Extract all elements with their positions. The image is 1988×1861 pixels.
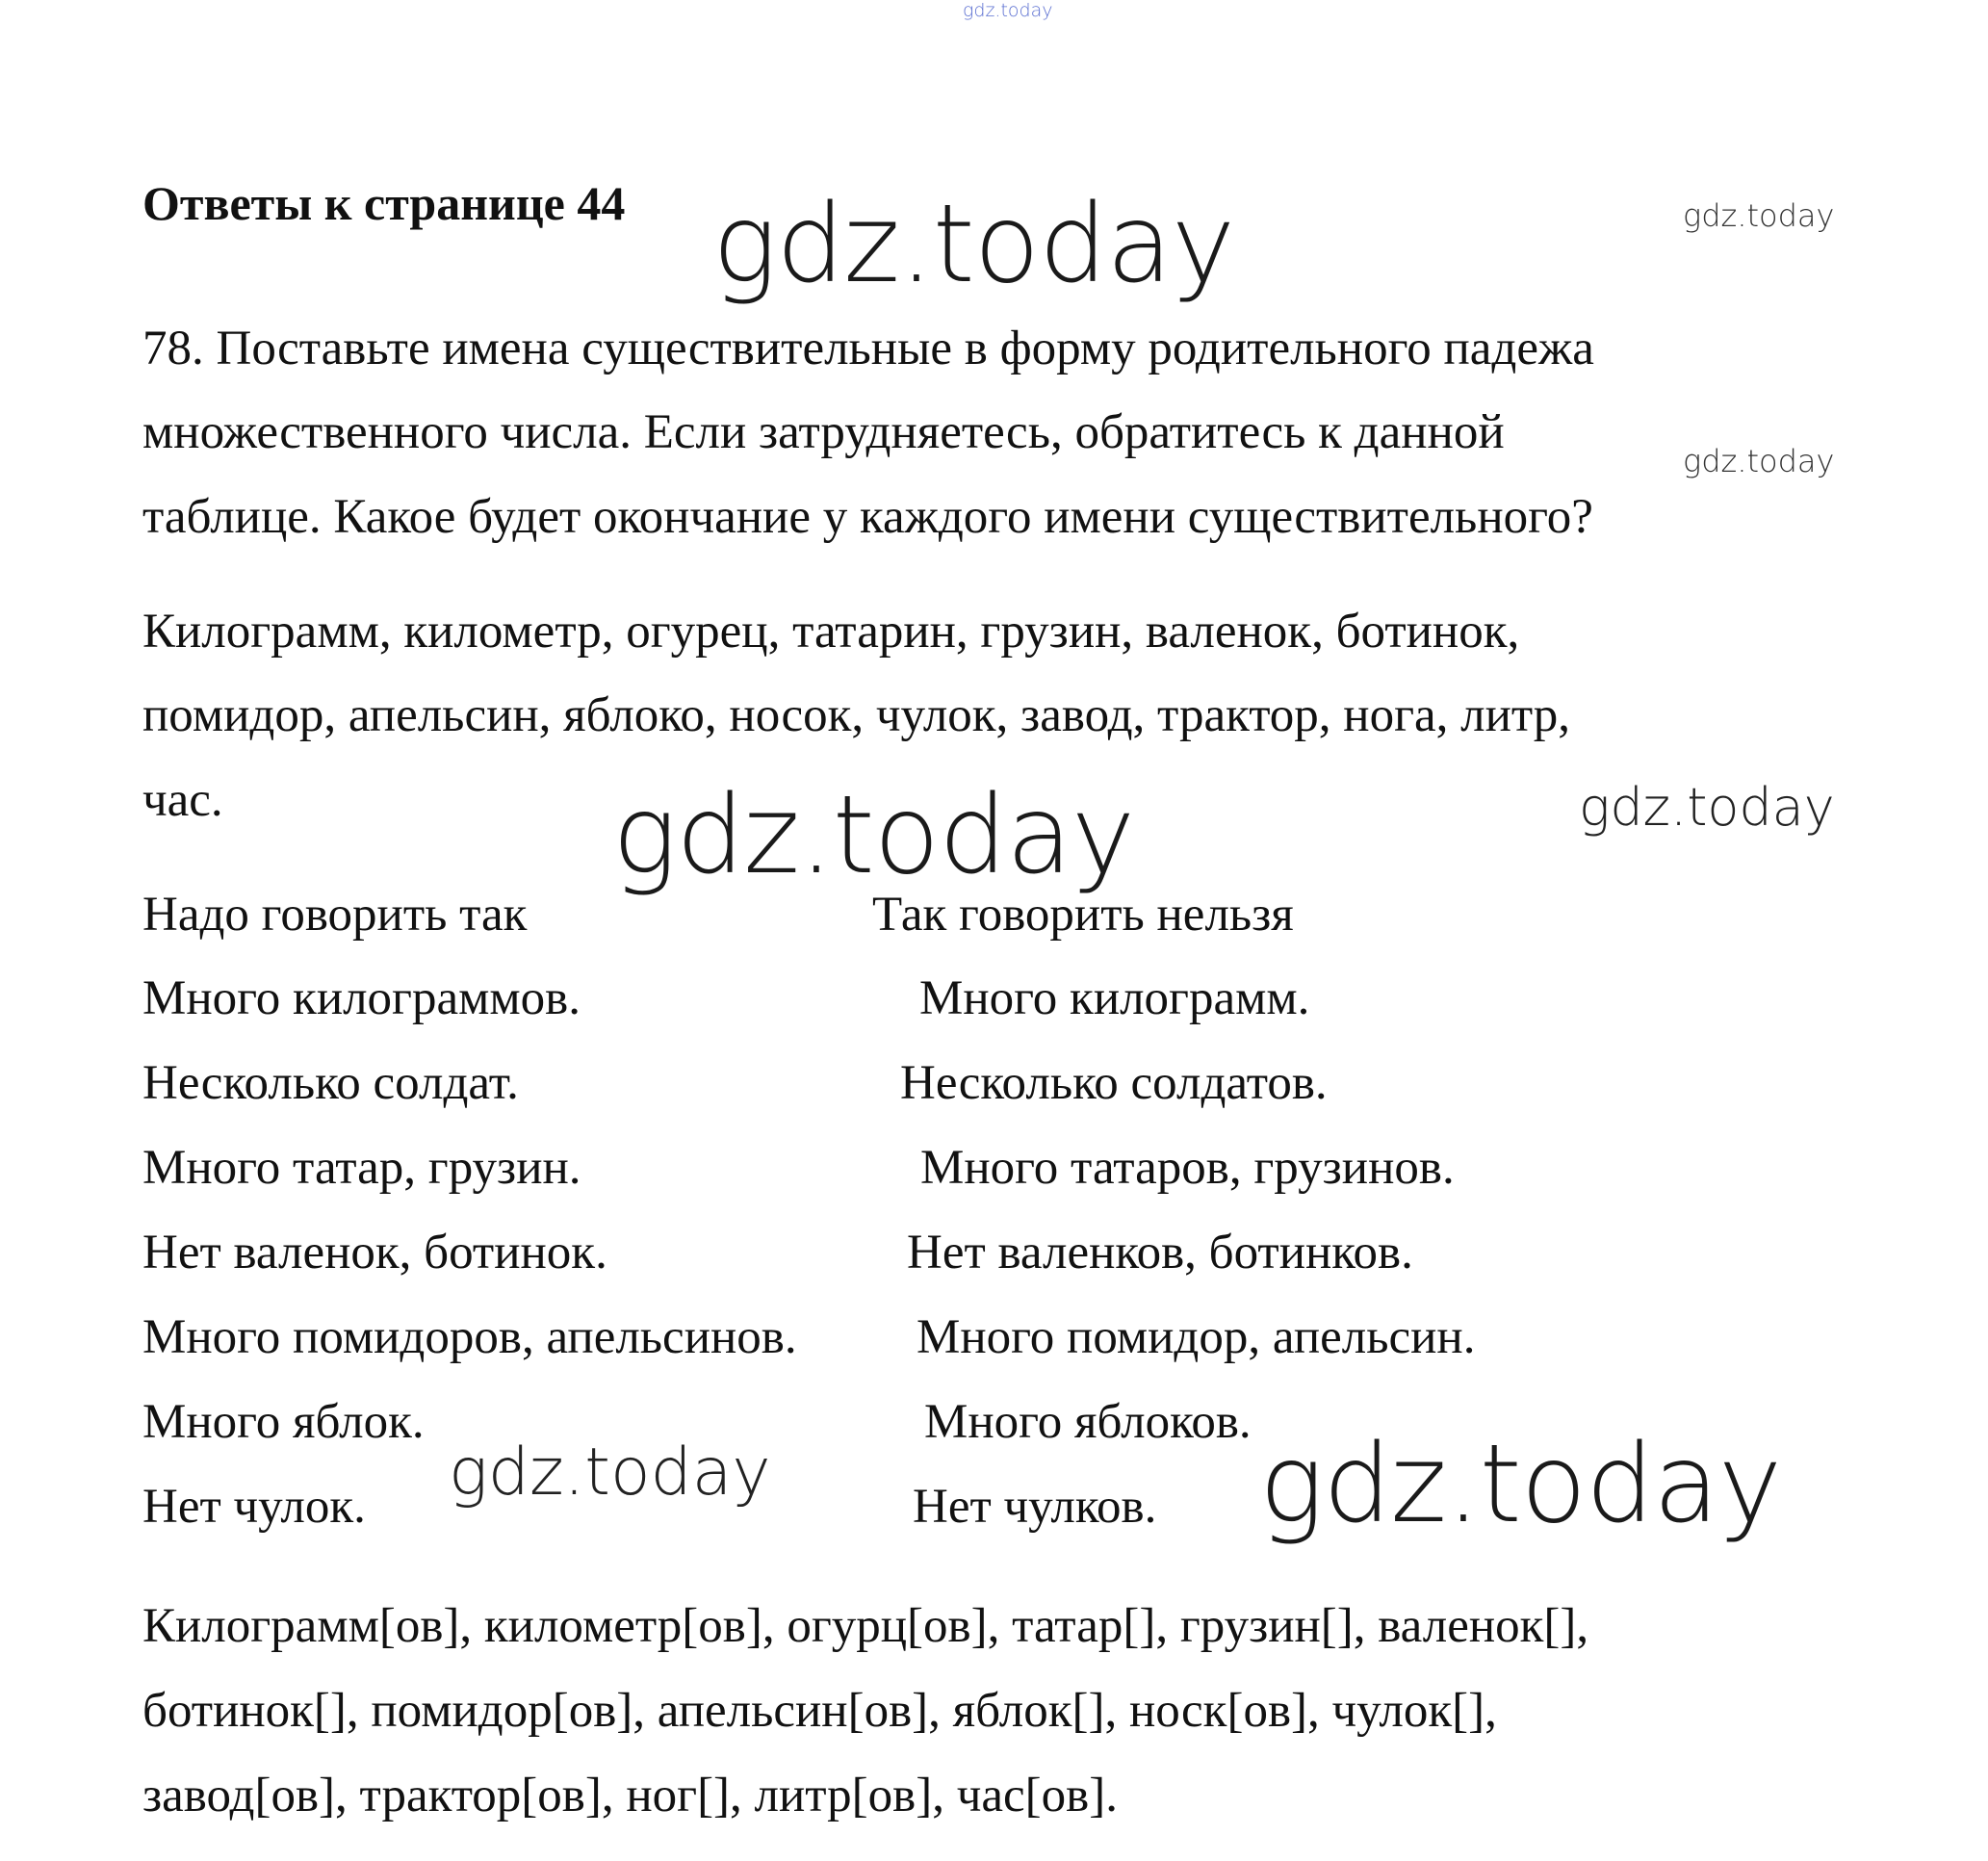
watermark-task-small: gdz.today [1683,443,1835,479]
watermark-middle-right: gdz.today [1579,777,1835,838]
table-row-wrong: Много килограмм. [919,971,1310,1025]
watermark-top: gdz.today [963,0,1053,21]
answer-line-3: завод[ов], трактор[ов], ног[], литр[ов], час[ов]. [142,1769,1118,1822]
words-line-3: час. [142,773,223,827]
table-row-wrong: Нет чулков. [913,1480,1157,1534]
table-row-correct: Много яблок. [142,1395,425,1449]
watermark-lower-mid: gdz.today [449,1435,771,1511]
table-row-correct: Много килограммов. [142,971,581,1025]
table-row-correct: Много помидоров, апельсинов. [142,1310,797,1364]
table-row-correct: Нет чулок. [142,1480,366,1534]
table-row-wrong: Много яблоков. [924,1395,1252,1449]
table-row-wrong: Нет валенков, ботинков. [907,1226,1413,1279]
words-line-1: Килограмм, километр, огурец, татарин, грузин, валенок, ботинок, [142,605,1520,659]
table-row-correct: Много татар, грузин. [142,1141,581,1195]
task-line-3: таблице. Какое будет окончание у каждого имени существительного? [142,490,1593,544]
table-row-correct: Несколько солдат. [142,1056,519,1110]
answer-line-2: ботинок[], помидор[ов], апельсин[ов], яблок[], носк[ов], чулок[], [142,1684,1497,1738]
page-title: Ответы к странице 44 [142,176,626,230]
watermark-header-small: gdz.today [1683,197,1835,234]
watermark-middle: gdz.today [612,773,1135,898]
task-line-1: 78. Поставьте имена существительные в форму родительного падежа [142,322,1594,375]
table-header-wrong: Так говорить нельзя [872,888,1294,942]
table-row-wrong: Много татаров, грузинов. [920,1141,1455,1195]
task-line-2: множественного числа. Если затрудняетесь, обратитесь к данной [142,405,1505,459]
table-row-correct: Нет валенок, ботинок. [142,1226,607,1279]
answer-line-1: Килограмм[ов], километр[ов], огурц[ов], татар[], грузин[], валенок[], [142,1599,1589,1653]
words-line-2: помидор, апельсин, яблоко, носок, чулок, завод, трактор, нога, литр, [142,688,1571,742]
watermark-header: gdz.today [712,182,1235,307]
table-header-correct: Надо говорить так [142,888,528,942]
table-row-wrong: Несколько солдатов. [900,1056,1328,1110]
table-row-wrong: Много помидор, апельсин. [917,1310,1476,1364]
watermark-lower: gdz.today [1259,1422,1782,1547]
